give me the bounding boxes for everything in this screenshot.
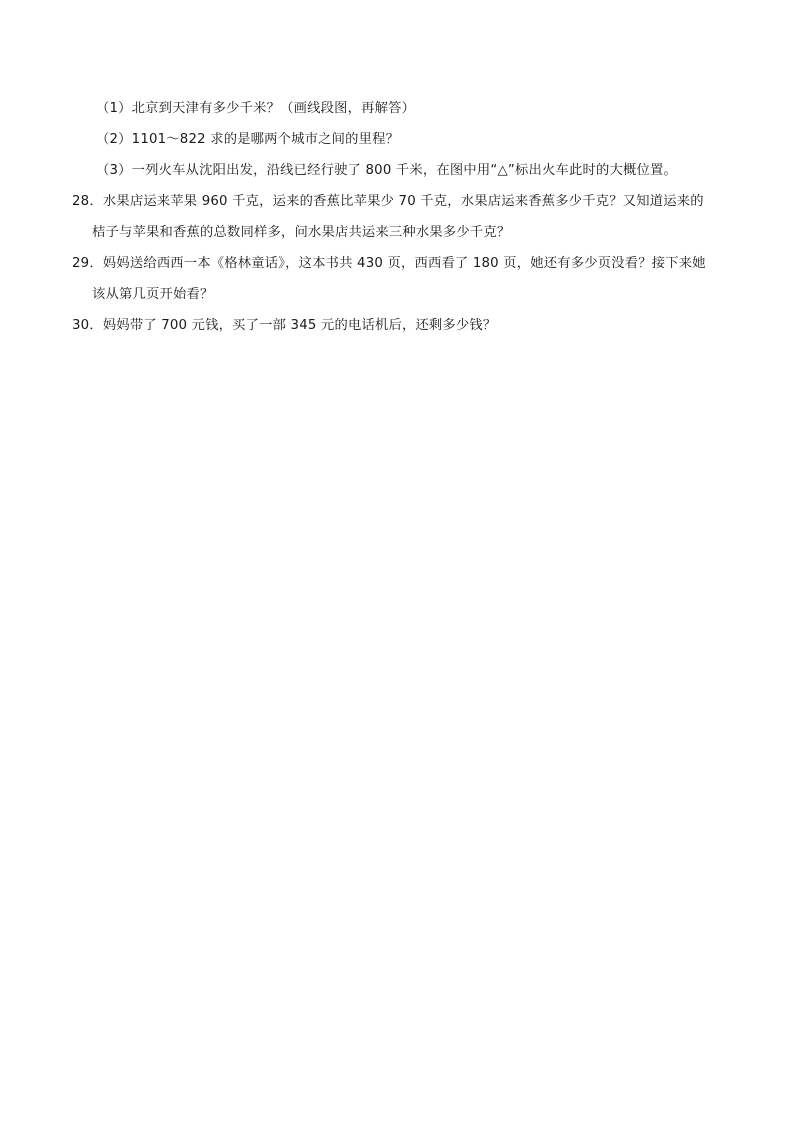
sub-question-3: （3）一列火车从沈阳出发，沿线已经行驶了 800 千米，在图中用“△”标出火车此时的大概位置。 — [96, 163, 677, 178]
question-29 — [72, 253, 726, 306]
question-number: 28． — [72, 194, 103, 209]
document-content — [72, 98, 726, 346]
question-text: 妈妈送给西西一本《格林童话》，这本书共 430 页，西西看了 180 页，她还有多少页没看？接下来她 — [102, 256, 706, 271]
question-text: 妈妈带了 700 元钱，买了一部 345 元的电话机后，还剩多少钱？ — [102, 318, 497, 333]
question-29-line-2: 该从第几页开始看？ — [92, 287, 214, 302]
question-number: 30． — [72, 318, 103, 333]
question-28-line-2: 桔子与苹果和香蕉的总数同样多，问水果店共运来三种水果多少千克？ — [92, 225, 511, 240]
sub-question-1: （1）北京到天津有多少千米？（画线段图，再解答） — [96, 101, 416, 116]
question-number: 29． — [72, 256, 103, 271]
question-30-line-1 — [72, 315, 726, 337]
sub-question-2: （2）1101～822 求的是哪两个城市之间的里程？ — [96, 132, 400, 147]
question-30 — [72, 315, 726, 337]
question-28 — [72, 191, 726, 244]
question-29-line-1 — [72, 253, 726, 275]
question-text: 水果店运来苹果 960 千克，运来的香蕉比苹果少 70 千克，水果店运来香蕉多少千克？又知道运来的 — [102, 194, 704, 209]
question-28-line-1 — [72, 191, 726, 213]
